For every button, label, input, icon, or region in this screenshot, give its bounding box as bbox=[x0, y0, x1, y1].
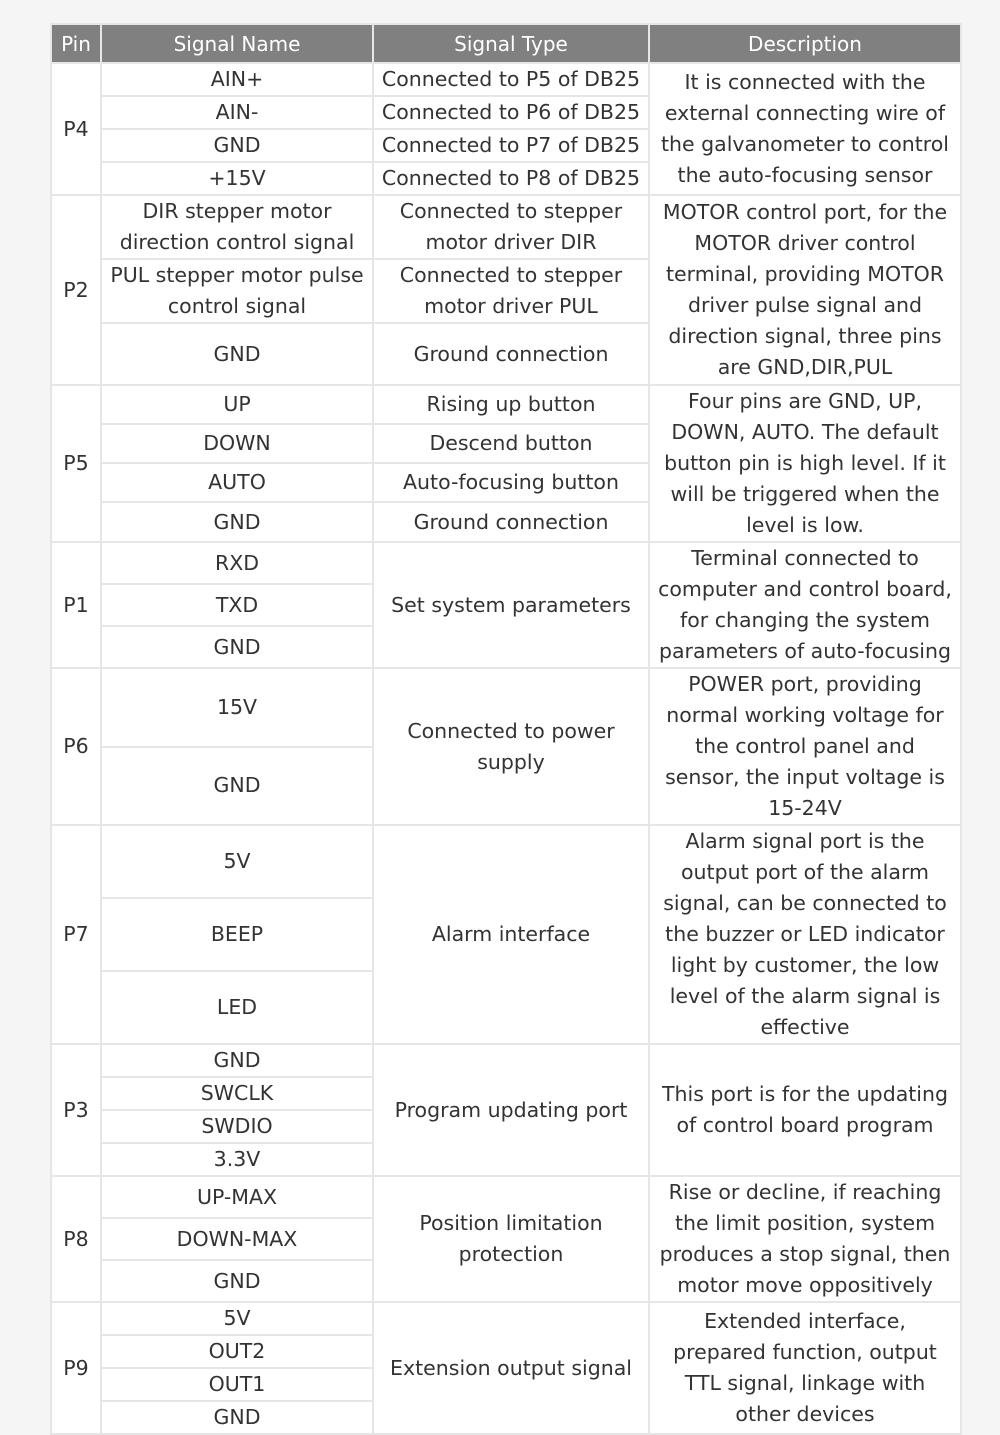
header-pin: Pin bbox=[51, 24, 101, 63]
signal-type-cell: Connected to P8 of DB25 bbox=[373, 162, 649, 195]
signal-name-cell: OUT2 bbox=[101, 1335, 373, 1368]
pin-cell: P6 bbox=[51, 668, 101, 825]
signal-type-cell: Ground connection bbox=[373, 502, 649, 542]
signal-name-cell: GND bbox=[101, 1044, 373, 1077]
pin-cell: P4 bbox=[51, 63, 101, 195]
signal-name-cell: 15V bbox=[101, 668, 373, 747]
signal-type-cell: Set system parameters bbox=[373, 542, 649, 668]
pin-cell: P5 bbox=[51, 385, 101, 542]
pin-cell: P3 bbox=[51, 1044, 101, 1176]
signal-name-cell: SWDIO bbox=[101, 1110, 373, 1143]
description-cell: MOTOR control port, for the MOTOR driver control terminal, providing MOTOR driver pulse signal and direction signal, three pins are GND,DIR,PUL bbox=[649, 195, 961, 385]
signal-name-cell: UP bbox=[101, 385, 373, 424]
table-row bbox=[51, 1044, 961, 1077]
table-row bbox=[51, 668, 961, 747]
description-cell: Alarm signal port is the output port of the alarm signal, can be connected to the buzzer or LED indicator light by customer, the low level of the alarm signal is effective bbox=[649, 825, 961, 1044]
signal-name-cell: DOWN-MAX bbox=[101, 1218, 373, 1260]
signal-name-cell: AIN+ bbox=[101, 63, 373, 96]
signal-type-cell: Connected to stepper motor driver DIR bbox=[373, 195, 649, 259]
table-row bbox=[51, 825, 961, 898]
table-row bbox=[51, 385, 961, 424]
signal-type-cell: Connected to P7 of DB25 bbox=[373, 129, 649, 162]
pin-definition-table bbox=[50, 23, 962, 1435]
description-cell: Extended interface, prepared function, output TTL signal, linkage with other devices bbox=[649, 1302, 961, 1434]
signal-name-cell: LED bbox=[101, 971, 373, 1044]
signal-type-cell: Extension output signal bbox=[373, 1302, 649, 1434]
description-cell: POWER port, providing normal working voltage for the control panel and sensor, the input voltage is 15-24V bbox=[649, 668, 961, 825]
header-signal-type: Signal Type bbox=[373, 24, 649, 63]
signal-name-cell: 5V bbox=[101, 1302, 373, 1335]
signal-name-cell: GND bbox=[101, 1401, 373, 1434]
signal-type-cell: Program updating port bbox=[373, 1044, 649, 1176]
signal-name-cell: GND bbox=[101, 626, 373, 668]
signal-name-cell: UP-MAX bbox=[101, 1176, 373, 1218]
signal-name-cell: GND bbox=[101, 323, 373, 385]
signal-type-cell: Rising up button bbox=[373, 385, 649, 424]
description-cell: It is connected with the external connecting wire of the galvanometer to control the auto-focusing sensor bbox=[649, 63, 961, 195]
signal-name-cell: +15V bbox=[101, 162, 373, 195]
pin-cell: P7 bbox=[51, 825, 101, 1044]
signal-name-cell: OUT1 bbox=[101, 1368, 373, 1401]
pin-cell: P1 bbox=[51, 542, 101, 668]
description-cell: Terminal connected to computer and control board, for changing the system parameters of auto-focusing bbox=[649, 542, 961, 668]
signal-type-cell: Alarm interface bbox=[373, 825, 649, 1044]
signal-type-cell: Connected to P5 of DB25 bbox=[373, 63, 649, 96]
signal-name-cell: BEEP bbox=[101, 898, 373, 971]
table-row bbox=[51, 63, 961, 96]
signal-name-cell: 5V bbox=[101, 825, 373, 898]
signal-name-cell: DOWN bbox=[101, 424, 373, 464]
table-row bbox=[51, 542, 961, 584]
pin-cell: P9 bbox=[51, 1302, 101, 1434]
description-cell: Rise or decline, if reaching the limit position, system produces a stop signal, then motor move oppositively bbox=[649, 1176, 961, 1302]
signal-name-cell: GND bbox=[101, 747, 373, 826]
signal-name-cell: GND bbox=[101, 1260, 373, 1302]
signal-type-cell: Position limitation protection bbox=[373, 1176, 649, 1302]
signal-type-cell: Connected to stepper motor driver PUL bbox=[373, 259, 649, 323]
pin-cell: P8 bbox=[51, 1176, 101, 1302]
header-signal-name: Signal Name bbox=[101, 24, 373, 63]
signal-type-cell: Descend button bbox=[373, 424, 649, 464]
pin-cell: P2 bbox=[51, 195, 101, 385]
signal-type-cell: Ground connection bbox=[373, 323, 649, 385]
header-description: Description bbox=[649, 24, 961, 63]
description-cell: Four pins are GND, UP, DOWN, AUTO. The default button pin is high level. If it will be triggered when the level is low. bbox=[649, 385, 961, 542]
signal-name-cell: GND bbox=[101, 129, 373, 162]
table-row bbox=[51, 1176, 961, 1218]
signal-name-cell: 3.3V bbox=[101, 1143, 373, 1176]
signal-name-cell: PUL stepper motor pulse control signal bbox=[101, 259, 373, 323]
signal-type-cell: Connected to power supply bbox=[373, 668, 649, 825]
signal-type-cell: Connected to P6 of DB25 bbox=[373, 96, 649, 129]
signal-name-cell: AIN- bbox=[101, 96, 373, 129]
header-row bbox=[51, 24, 961, 63]
table-row bbox=[51, 195, 961, 259]
signal-name-cell: RXD bbox=[101, 542, 373, 584]
description-cell: This port is for the updating of control board program bbox=[649, 1044, 961, 1176]
signal-name-cell: TXD bbox=[101, 584, 373, 626]
signal-name-cell: AUTO bbox=[101, 463, 373, 502]
signal-name-cell: DIR stepper motor direction control signal bbox=[101, 195, 373, 259]
signal-name-cell: SWCLK bbox=[101, 1077, 373, 1110]
signal-name-cell: GND bbox=[101, 502, 373, 542]
table-row bbox=[51, 1302, 961, 1335]
signal-type-cell: Auto-focusing button bbox=[373, 463, 649, 502]
